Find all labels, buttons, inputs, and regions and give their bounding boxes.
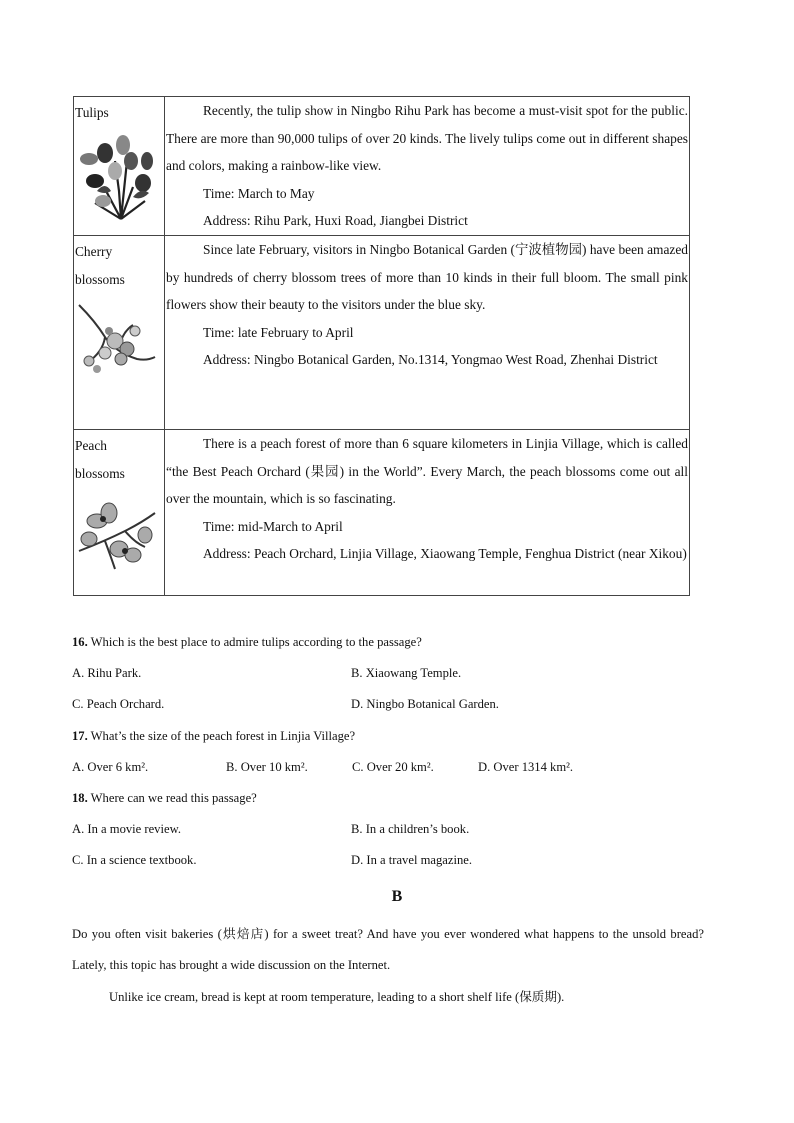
table-row — [74, 430, 690, 596]
option-b[interactable]: B. Over 10 km². — [226, 760, 308, 774]
question-text: What’s the size of the peach forest in Linjia Village? — [90, 729, 356, 743]
question-16 — [72, 635, 422, 650]
flower-description-cell — [165, 430, 690, 596]
question-number: 16. — [72, 635, 88, 649]
flower-name-cell — [74, 97, 165, 236]
flower-name-cell — [74, 236, 165, 430]
option-a[interactable]: A. In a movie review. — [72, 822, 181, 836]
passage-paragraph: Do you often visit bakeries (烘焙店) for a sweet treat? And have you ever wondered what happens to the unsold bread? Lately, this topic has brought a wide discussion on the Internet. — [72, 927, 704, 972]
option-a[interactable]: A. Over 6 km². — [72, 760, 149, 774]
flower-name: blossoms — [75, 465, 125, 481]
flower-info-table — [73, 96, 690, 596]
question-text: Which is the best place to admire tulips according to the passage? — [90, 635, 422, 649]
option-c[interactable]: C. Over 20 km². — [352, 760, 434, 774]
flower-time: Time: mid-March to April — [203, 518, 343, 534]
option-b[interactable]: B. In a children’s book. — [351, 822, 470, 836]
cherry-blossom-picture-icon — [75, 297, 159, 377]
flower-address: Address: Peach Orchard, Linjia Village, Xiaowang Temple, Fenghua District (near Xikou) — [203, 546, 687, 562]
flower-address: Address: Rihu Park, Huxi Road, Jiangbei District — [203, 213, 468, 229]
option-c[interactable]: C. In a science textbook. — [72, 853, 197, 867]
option-b[interactable]: B. Xiaowang Temple. — [351, 666, 462, 680]
table-row — [74, 97, 690, 236]
flower-address: Address: Ningbo Botanical Garden, No.1314, Yongmao West Road, Zhenhai District — [203, 352, 658, 368]
flower-name: Cherry — [75, 244, 113, 259]
flower-name: Peach — [75, 438, 107, 453]
flower-intro: Recently, the tulip show in Ningbo Rihu Park has become a must-visit spot for the public. There are more than 90,000 tulips of over 20 kinds. The lively tulips come out in different shapes and colors, making a rainbow-like view. — [166, 103, 688, 174]
option-a[interactable]: A. Rihu Park. — [72, 666, 142, 680]
option-d[interactable]: D. In a travel magazine. — [351, 853, 472, 867]
flower-name: blossoms — [75, 271, 125, 287]
flower-time: Time: late February to April — [203, 324, 354, 340]
flower-description-cell — [165, 236, 690, 430]
table-row — [74, 236, 690, 430]
option-c[interactable]: C. Peach Orchard. — [72, 697, 165, 711]
tulip-picture-icon — [75, 131, 159, 223]
question-text: Where can we read this passage? — [90, 791, 257, 805]
flower-name: Tulips — [75, 105, 109, 120]
option-d[interactable]: D. Over 1314 km². — [478, 760, 574, 774]
section-title: B — [391, 888, 403, 905]
flower-description-cell — [165, 97, 690, 236]
question-18 — [72, 791, 257, 806]
question-number: 18. — [72, 791, 88, 805]
flower-name-cell — [74, 430, 165, 596]
passage-paragraph: Unlike ice cream, bread is kept at room temperature, leading to a short shelf life (保质期). — [109, 990, 565, 1004]
question-17 — [72, 729, 355, 744]
flower-intro: Since late February, visitors in Ningbo Botanical Garden (宁波植物园) have been amazed by hundreds of cherry blossom trees of more than 10 kinds in their full bloom. The small pink flowers show their beauty to the visitors under the blue sky. — [166, 242, 688, 313]
flower-intro: There is a peach forest of more than 6 square kilometers in Linjia Village, which is called “the Best Peach Orchard (果园) in the World”. Every March, the peach blossoms come out all over the mountain, which is so fascinating. — [166, 436, 688, 507]
peach-blossom-picture-icon — [75, 491, 159, 571]
flower-time: Time: March to May — [203, 185, 315, 201]
question-number: 17. — [72, 729, 88, 743]
option-d[interactable]: D. Ningbo Botanical Garden. — [351, 697, 499, 711]
